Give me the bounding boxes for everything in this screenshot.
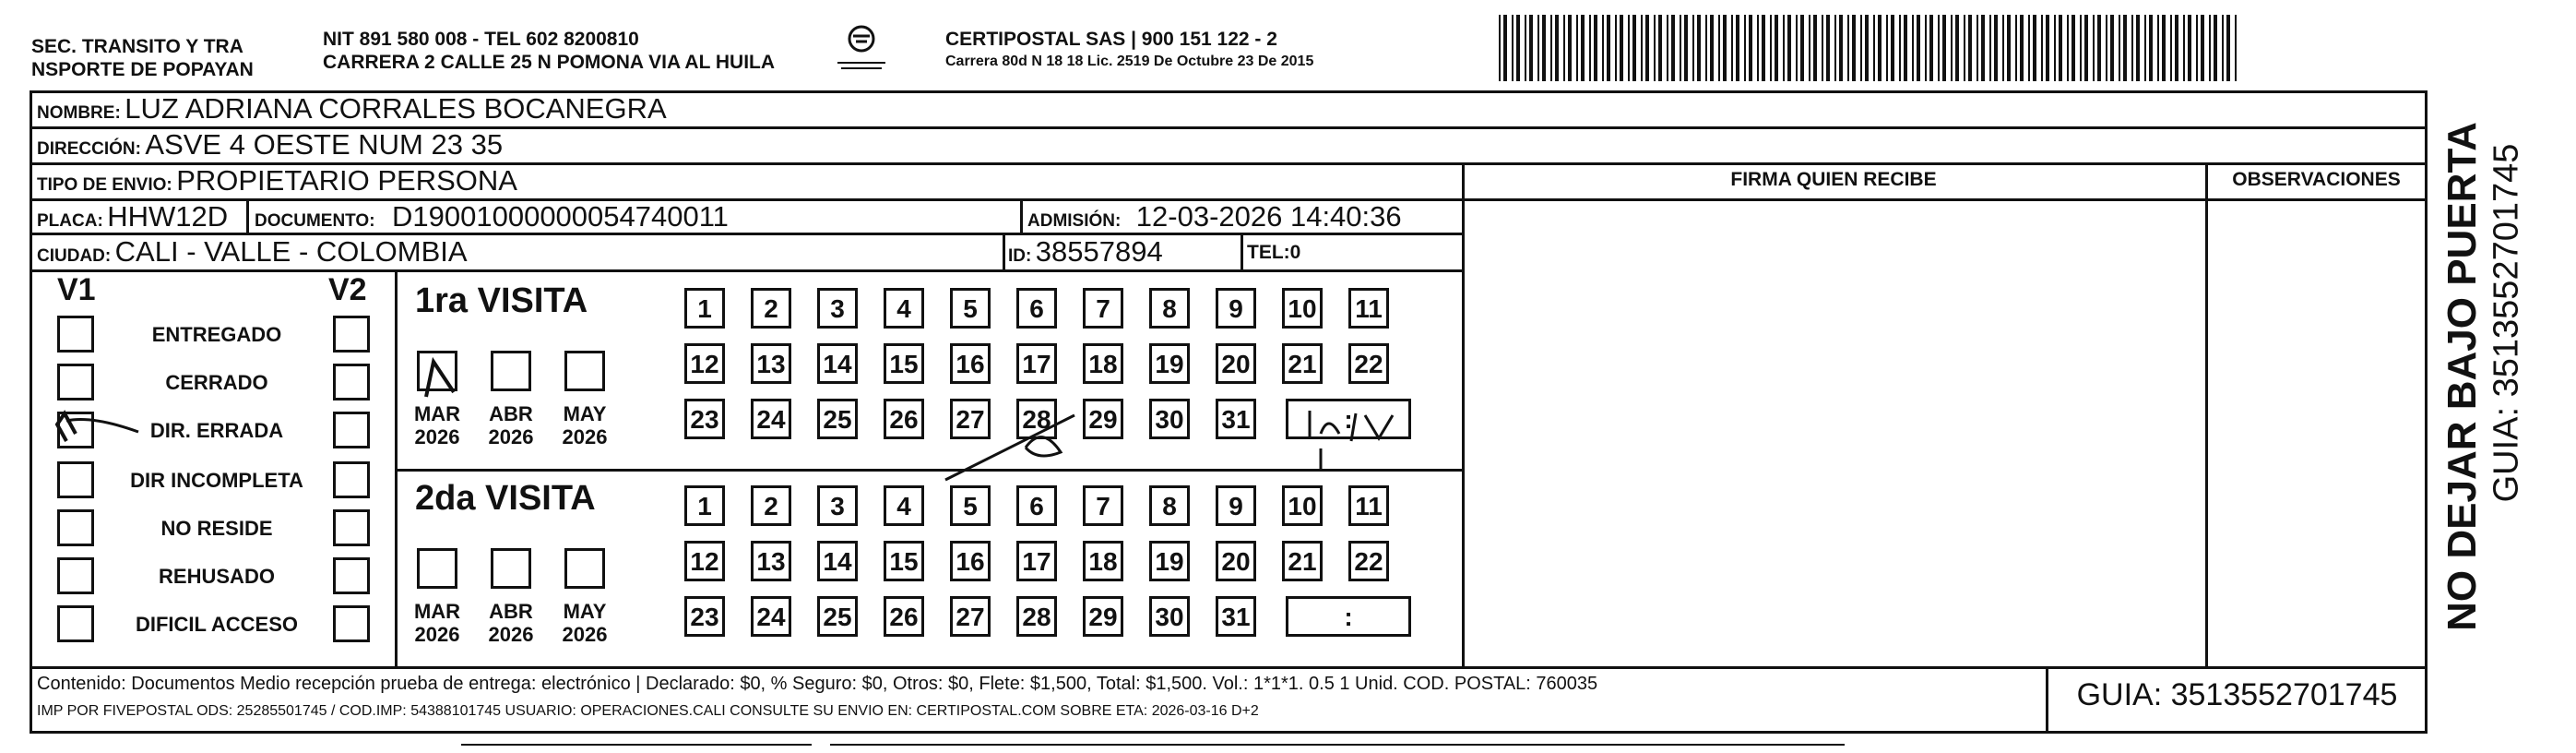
second-visit-day-box[interactable]: 5	[950, 485, 991, 526]
first-visit-day-box[interactable]: 2	[751, 288, 791, 329]
placa-field: PLACA: HHW12D	[37, 200, 229, 233]
v1-label: V1	[57, 272, 96, 307]
sender-address: NIT 891 580 008 - TEL 602 8200810 CARRERA 2 CALLE 25 N POMONA VIA AL HUILA	[323, 29, 776, 73]
second-visit-month-label: ABR 2026	[488, 600, 534, 646]
first-visit-day-box[interactable]: 7	[1083, 288, 1123, 329]
first-visit-day-box[interactable]: 21	[1282, 343, 1323, 384]
second-visit-day-box[interactable]: 20	[1216, 541, 1256, 581]
first-visit-label: 1ra VISITA	[415, 281, 588, 320]
first-visit-day-box[interactable]: 16	[950, 343, 991, 384]
second-visit-day-box[interactable]: 4	[884, 485, 924, 526]
first-visit-day-box[interactable]: 27	[950, 399, 991, 439]
v2-label: V2	[328, 272, 367, 307]
first-visit-day-box[interactable]: 18	[1083, 343, 1123, 384]
first-visit-day-box[interactable]: 11	[1348, 288, 1389, 329]
second-visit-day-box[interactable]: 8	[1149, 485, 1190, 526]
status-label: DIR. ERRADA	[149, 419, 284, 442]
footer-content: Contenido: Documentos Medio recepción prueba de entrega: electrónico | Declarado: $0, % Seguro: $0, Otros: $0, Flete: $1,500, Total: $1,500. Vol.: 1*1*1. 0.5 1 Unid. COD. POSTAL: 760035	[37, 674, 1598, 694]
ciudad-field: CIUDAD: CALI - VALLE - COLOMBIA	[37, 235, 468, 268]
direccion-field: DIRECCIÓN: ASVE 4 OESTE NUM 23 35	[37, 128, 504, 161]
first-visit-day-box[interactable]: 12	[684, 343, 725, 384]
first-visit-day-box[interactable]: 28	[1016, 399, 1057, 439]
first-visit-day-box[interactable]: 17	[1016, 343, 1057, 384]
second-visit-day-box[interactable]: 15	[884, 541, 924, 581]
second-visit-day-box[interactable]: 9	[1216, 485, 1256, 526]
status-label: ENTREGADO	[151, 323, 282, 346]
first-visit-day-box[interactable]: 6	[1016, 288, 1057, 329]
second-visit-month-label: MAY 2026	[562, 600, 608, 646]
second-visit-day-box[interactable]: 21	[1282, 541, 1323, 581]
first-visit-day-box[interactable]: 10	[1282, 288, 1323, 329]
second-visit-label: 2da VISITA	[415, 479, 596, 518]
first-visit-day-box[interactable]: 30	[1149, 399, 1190, 439]
second-visit-day-box[interactable]: 23	[684, 596, 725, 637]
nombre-field: NOMBRE: LUZ ADRIANA CORRALES BOCANEGRA	[37, 92, 667, 125]
status-label: DIFICIL ACCESO	[135, 613, 298, 636]
firma-header: FIRMA QUIEN RECIBE	[1730, 169, 1937, 190]
first-visit-day-box[interactable]: 15	[884, 343, 924, 384]
second-visit-day-box[interactable]: 17	[1016, 541, 1057, 581]
first-visit-day-box[interactable]: 26	[884, 399, 924, 439]
no-dejar-bajo-puerta: NO DEJAR BAJO PUERTA	[2439, 122, 2485, 631]
first-visit-day-box[interactable]: 24	[751, 399, 791, 439]
sender-name: SEC. TRANSITO Y TRA NSPORTE DE POPAYAN	[31, 36, 254, 80]
first-visit-day-box[interactable]: 25	[817, 399, 858, 439]
first-visit-day-box[interactable]: 14	[817, 343, 858, 384]
first-visit-day-box[interactable]: 23	[684, 399, 725, 439]
documento-field: DOCUMENTO: D19001000000054740011	[255, 200, 729, 233]
second-visit-day-box[interactable]: 1	[684, 485, 725, 526]
second-visit-day-box[interactable]: 24	[751, 596, 791, 637]
second-visit-day-box[interactable]: 7	[1083, 485, 1123, 526]
first-visit-day-box[interactable]: 20	[1216, 343, 1256, 384]
second-visit-time-box[interactable]: :	[1286, 596, 1411, 637]
first-visit-day-box[interactable]: 3	[817, 288, 858, 329]
second-visit-day-box[interactable]: 22	[1348, 541, 1389, 581]
second-visit-day-box[interactable]: 11	[1348, 485, 1389, 526]
second-visit-day-box[interactable]: 29	[1083, 596, 1123, 637]
second-visit-day-box[interactable]: 27	[950, 596, 991, 637]
first-visit-time-box[interactable]: :	[1286, 399, 1411, 439]
company-info: CERTIPOSTAL SAS | 900 151 122 - 2 Carrera 80d N 18 18 Lic. 2519 De Octubre 23 De 2015	[945, 29, 1314, 69]
first-visit-day-box[interactable]: 13	[751, 343, 791, 384]
status-label: NO RESIDE	[160, 517, 273, 540]
first-visit-day-box[interactable]: 4	[884, 288, 924, 329]
second-visit-day-box[interactable]: 2	[751, 485, 791, 526]
first-visit-day-box[interactable]: 9	[1216, 288, 1256, 329]
second-visit-day-box[interactable]: 28	[1016, 596, 1057, 637]
status-label: CERRADO	[165, 371, 268, 394]
tel-field: TEL:0	[1247, 242, 1301, 263]
first-visit-month-label: ABR 2026	[488, 402, 534, 448]
first-visit-day-box[interactable]: 19	[1149, 343, 1190, 384]
second-visit-day-box[interactable]: 10	[1282, 485, 1323, 526]
second-visit-day-box[interactable]: 30	[1149, 596, 1190, 637]
first-visit-day-box[interactable]: 1	[684, 288, 725, 329]
first-visit-day-box[interactable]: 22	[1348, 343, 1389, 384]
second-visit-day-box[interactable]: 13	[751, 541, 791, 581]
id-field: ID: 38557894	[1008, 235, 1163, 268]
second-visit-day-box[interactable]: 26	[884, 596, 924, 637]
second-visit-day-box[interactable]: 18	[1083, 541, 1123, 581]
second-visit-day-box[interactable]: 3	[817, 485, 858, 526]
first-visit-day-box[interactable]: 29	[1083, 399, 1123, 439]
footer-print-info: IMP POR FIVEPOSTAL ODS: 25285501745 / COD.IMP: 54388101745 USUARIO: OPERACIONES.CALI CONSULTE SU ENVIO EN: CERTIPOSTAL.COM SOBRE ETA: 2026-03-16 D+2	[37, 703, 1259, 719]
status-label: REHUSADO	[159, 565, 275, 588]
second-visit-day-box[interactable]: 16	[950, 541, 991, 581]
side-guia: GUIA: 3513552701745	[2487, 143, 2526, 503]
barcode	[1499, 15, 2237, 81]
second-visit-day-box[interactable]: 6	[1016, 485, 1057, 526]
first-visit-day-box[interactable]: 31	[1216, 399, 1256, 439]
second-visit-day-box[interactable]: 14	[817, 541, 858, 581]
first-visit-day-box[interactable]: 8	[1149, 288, 1190, 329]
second-visit-day-box[interactable]: 19	[1149, 541, 1190, 581]
first-visit-month-label: MAR 2026	[413, 402, 461, 448]
second-visit-day-box[interactable]: 25	[817, 596, 858, 637]
admision-field: ADMISIÓN: 12-03-2026 14:40:36	[1027, 200, 1402, 233]
second-visit-day-box[interactable]: 12	[684, 541, 725, 581]
guia-number: GUIA: 3513552701745	[2076, 677, 2398, 712]
tipo-envio-field: TIPO DE ENVIO: PROPIETARIO PERSONA	[37, 164, 517, 197]
status-label: DIR INCOMPLETA	[130, 469, 303, 492]
second-visit-month-label: MAR 2026	[413, 600, 461, 646]
first-visit-day-box[interactable]: 5	[950, 288, 991, 329]
second-visit-day-box[interactable]: 31	[1216, 596, 1256, 637]
observaciones-header: OBSERVACIONES	[2232, 169, 2401, 190]
first-visit-month-label: MAY 2026	[562, 402, 608, 448]
